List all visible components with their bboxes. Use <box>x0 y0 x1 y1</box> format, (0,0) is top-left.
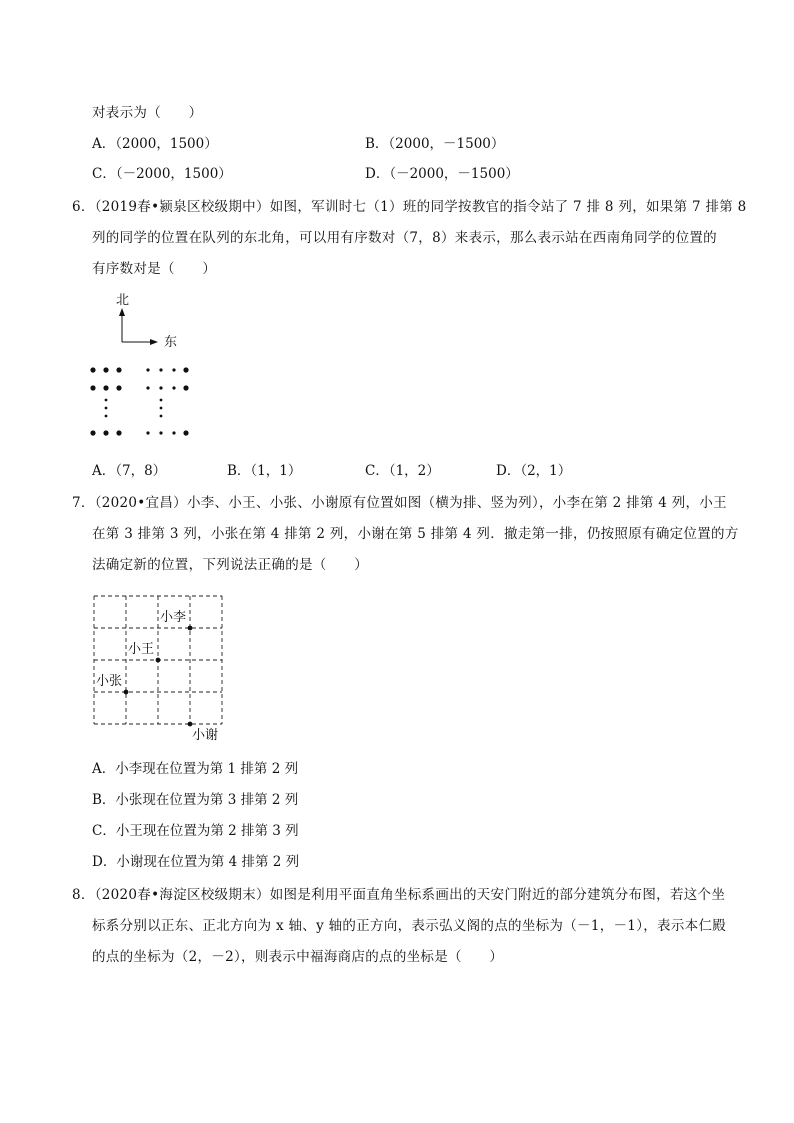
q6-stem-line-3: 有序数对是（ ） <box>92 261 217 277</box>
q5-option-b[interactable]: B．（2000，－1500） <box>365 136 505 152</box>
q8-stem-line-1: 8．（2020春•海淀区校级期末）如图是利用平面直角坐标系画出的天安门附近的部分建筑分布图，若这个坐 <box>72 887 726 903</box>
q7-option-d[interactable]: D．小谢现在位置为第 4 排第 2 列 <box>92 854 300 870</box>
q7-option-a[interactable]: A．小李现在位置为第 1 排第 2 列 <box>92 761 299 777</box>
q5-option-a[interactable]: A．（2000，1500） <box>92 136 218 152</box>
q6-option-d[interactable]: D．（2，1） <box>496 463 572 479</box>
q7-stem-line-2: 在第 3 排第 3 列，小张在第 4 排第 2 列，小谢在第 5 排第 4 列．撤走第一排，仍按照原有确定位置的方 <box>92 526 739 542</box>
q8-stem-line-2: 标系分别以正东、正北方向为 x 轴、y 轴的正方向，表示弘义阁的点的坐标为（－1，－1），表示本仁殿 <box>92 918 727 934</box>
q7-stem-line-1: 7．（2020•宜昌）小李、小王、小张、小谢原有位置如图（横为排、竖为列），小李在第 2 排第 4 列，小王 <box>72 495 727 511</box>
q7-stem-line-3: 法确定新的位置，下列说法正确的是（ ） <box>92 557 368 573</box>
q8-stem-line-3: 的点的坐标为（2，－2），则表示中福海商店的点的坐标是（ ） <box>92 949 504 965</box>
q5-stem-tail: 对表示为（ ） <box>92 105 203 121</box>
label-xiao-wang: 小王 <box>128 642 155 657</box>
q5-option-c[interactable]: C．（－2000，1500） <box>92 166 232 182</box>
label-xiao-zhang: 小张 <box>96 674 123 689</box>
q6-stem-line-1: 6．（2019春•颍泉区校级期中）如图，军训时七（1）班的同学按教官的指令站了 7 排 8 列，如果第 7 排第 8 <box>72 199 747 215</box>
q6-formation-figure <box>80 290 220 450</box>
compass-arrows <box>119 308 158 345</box>
north-label: 北 <box>116 293 130 308</box>
q7-option-b[interactable]: B．小张现在位置为第 3 排第 2 列 <box>92 792 299 808</box>
q6-option-c[interactable]: C．（1，2） <box>365 463 440 479</box>
q6-stem-line-2: 列的同学的位置在队列的东北角，可以用有序数对（7，8）来表示，那么表示站在西南角同学的位置的 <box>92 230 717 246</box>
q7-option-c[interactable]: C．小王现在位置为第 2 排第 3 列 <box>92 823 299 839</box>
label-xiao-xie: 小谢 <box>192 728 219 743</box>
q7-seat-grid-figure <box>88 590 238 750</box>
label-xiao-li: 小李 <box>160 610 187 625</box>
q6-option-a[interactable]: A．（7，8） <box>92 463 167 479</box>
q5-option-d[interactable]: D．（－2000，－1500） <box>365 166 519 182</box>
student-dots <box>90 367 188 435</box>
q6-option-b[interactable]: B．（1，1） <box>227 463 302 479</box>
east-label: 东 <box>164 335 178 350</box>
